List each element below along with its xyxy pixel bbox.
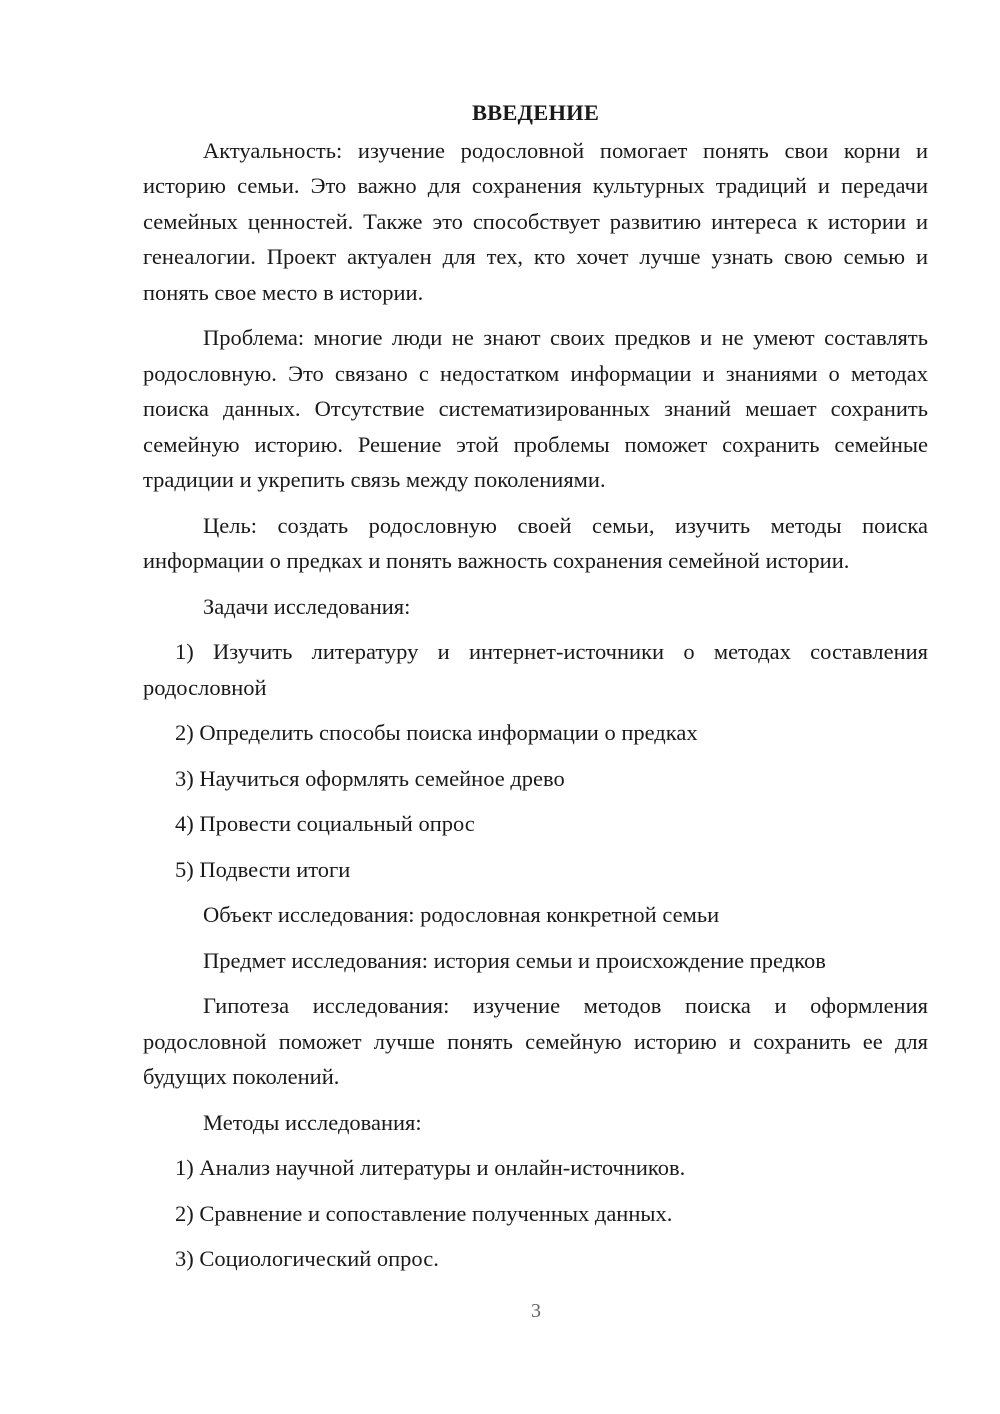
- problem-paragraph: Проблема: многие люди не знают своих предков и не умеют составлять родословную. Это связано с недостатком информации и знаниями о методах поиска данных. Отсутствие систематизированных знаний мешает сохранить семейную историю. Решение этой проблемы поможет сохранить семейные традиции и укрепить связь между поколениями.: [143, 325, 928, 492]
- method-item: 1) Анализ научной литературы и онлайн-источников.: [175, 1155, 686, 1180]
- methods-list: [143, 1150, 928, 1277]
- page-number: 3: [531, 1300, 541, 1322]
- page-title: ВВЕДЕНИЕ: [471, 100, 600, 125]
- task-item: 2) Определить способы поиска информации о предках: [175, 720, 698, 745]
- page-body: [143, 95, 928, 1287]
- task-item: 5) Подвести итоги: [175, 856, 351, 882]
- method-item: 2) Сравнение и сопоставление полученных данных.: [175, 1200, 673, 1226]
- tasks-list: [143, 634, 928, 887]
- tasks-heading: Задачи исследования:: [203, 593, 411, 619]
- research-subject: Предмет исследования: история семьи и происхождение предков: [203, 947, 826, 973]
- methods-heading: Методы исследования:: [203, 1109, 422, 1135]
- task-item: 3) Научиться оформлять семейное древо: [175, 765, 565, 791]
- hypothesis-paragraph: Гипотеза исследования: изучение методов поиска и оформления родословной поможет лучше понять семейную историю и сохранить ее для будущих поколений.: [143, 993, 928, 1089]
- method-item: 3) Социологический опрос.: [175, 1246, 439, 1271]
- task-item: 1) Изучить литературу и интернет-источники о методах составления родословной: [143, 639, 928, 700]
- relevance-paragraph: Актуальность: изучение родословной помогает понять свои корни и историю семьи. Это важно для сохранения культурных традиций и передачи семейных ценностей. Также это способствует развитию интереса к истории и генеалогии. Проект актуален для тех, кто хочет лучше узнать свою семью и понять свое место в истории.: [143, 137, 928, 305]
- goal-paragraph: Цель: создать родословную своей семьи, изучить методы поиска информации о предках и понять важность сохранения семейной истории.: [143, 512, 928, 573]
- task-item: 4) Провести социальный опрос: [175, 811, 475, 836]
- research-object: Объект исследования: родословная конкретной семьи: [203, 902, 720, 927]
